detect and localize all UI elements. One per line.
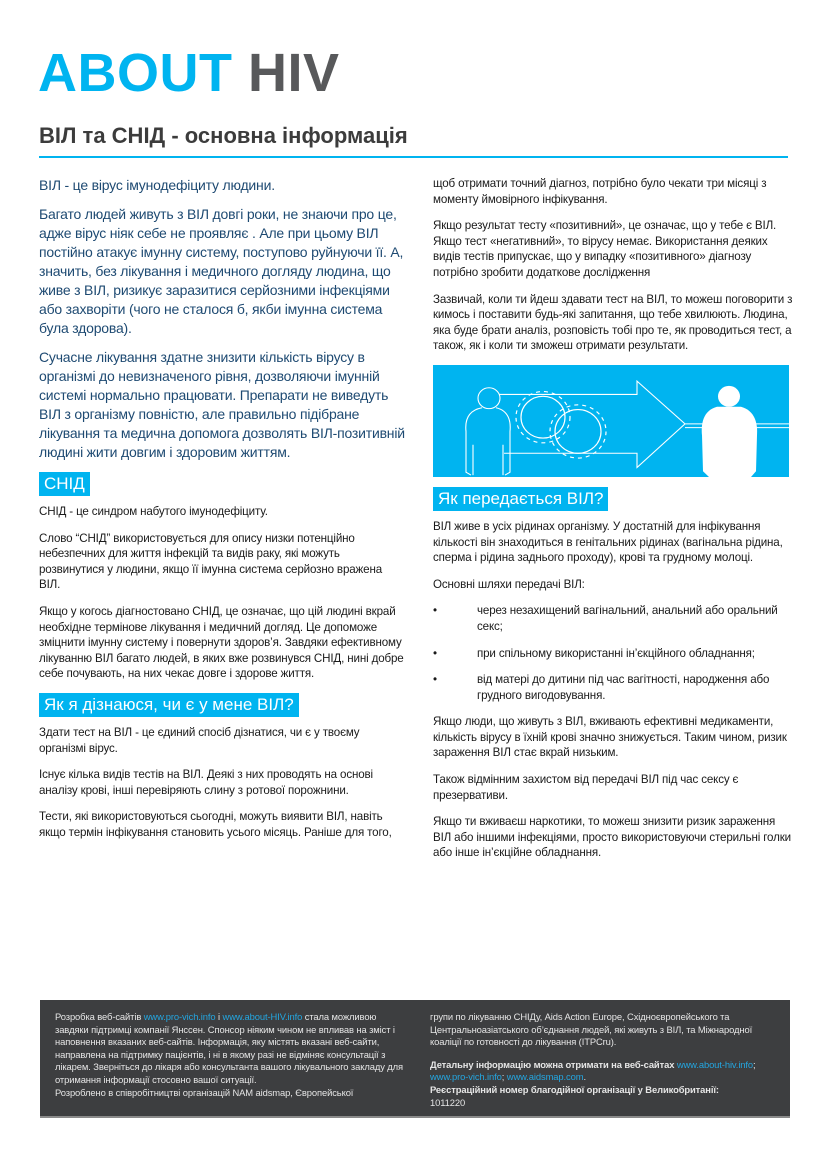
testing-paragraph: щоб отримати точний діагноз, потрібно було чекати три місяці з моменту ймовірного інфікування. [433,177,767,206]
transmission-paragraph: Якщо ти вживаєш наркотики, то можеш знизити ризик зараження ВІЛ або іншими інфекціями, просто використовуючи стерильні голки або інше ін’єкційне обладнання. [433,815,791,860]
aids-paragraph: СНІД - це синдром набутого імунодефіциту. [39,505,268,518]
section-title-transmission: Як передається ВІЛ? [433,487,608,511]
transmission-paragraph: Основні шляхи передачі ВІЛ: [433,577,585,591]
transmission-section [433,519,793,861]
testing-paragraph: Зазвичай, коли ти йдеш здавати тест на ВІЛ, то можеш поговорити з кимось і поставити будь-які запитання, що тебе хвилюють. Людина, яка буде брати аналіз, розповість тобі про те, як проводиться тест, а також, як і коли ти зможеш отримати результати. [433,292,793,353]
aids-section [39,504,405,682]
link-about-hiv[interactable]: www.about-HIV.info [222,1011,303,1022]
footer-text: Розробка веб-сайтів [55,1011,142,1022]
list-item [433,646,793,662]
link-pro-vich[interactable]: www.pro-vich.info [143,1011,216,1022]
transmission-routes-list [433,603,793,703]
link-aidsmap[interactable]: www.aidsmap.com [506,1071,584,1083]
footer-more-info [430,1059,782,1084]
transmission-paragraph: ВІЛ живе в усіх рідинах організму. У достатній для інфікування кількості він знаходиться в генітальних рідинах (вагінальна рідина, сперма і рідина заднього проходу), крові та грудному молоці. [433,519,783,565]
footer-partners: групи по лікуванню СНІДу, Aids Action Europe, Східноєвропейського та Центральноазіатського об’єднання людей, які живуть з ВІЛ, та Міжнародної коаліції по готовності до лікування (ITPCru). [430,1011,753,1048]
transmission-paragraph: Також відмінним захистом від передачі ВІЛ під час сексу є презервативи. [433,773,739,802]
aids-paragraph: Слово “СНІД” використовується для опису низки потенційно небезпечних для життя інфекцій та видів раку, які можуть розвинутися у людини, якщо її імунна система серйозно вражена ВІЛ. [39,531,382,592]
header-divider [39,156,788,158]
right-column [433,176,793,861]
bullet-icon: • [433,673,437,687]
list-item-text: через незахищений вагінальний, анальний або оральний секс; [477,604,778,633]
bullet-icon: • [433,646,437,660]
transmission-paragraph: Якщо люди, що живуть з ВІЛ, вживають ефективні медикаменти, кількість вірусу в їхній крові значно знижується. Таким чином, ризик зараження ВІЛ стає вкрай низьким. [433,715,787,760]
footer-text: і [218,1011,221,1022]
testing-paragraph: Якщо результат тесту «позитивний», це означає, що у тебе є ВІЛ. Якщо тест «негативний», то вірусу немає. Використання деяких видів тестів припускає, що у випадку «позитивного» діагнозу потрібно зробити додаткове дослідження [433,219,777,279]
list-item [433,672,793,703]
footer-separator: ; [753,1058,756,1070]
section-title-aids: СНІД [39,472,90,496]
section-title-testing: Як я дізнаюся, чи є у мене ВІЛ? [39,693,299,717]
list-item [433,603,793,634]
transmission-illustration [433,365,789,477]
more-info-label: Детальну інформацію можна отримати на веб-сайтах [430,1058,675,1070]
footer-developed: Розроблено в співробітництві організацій NAM aidsmap, Європейської [55,1086,354,1098]
page-subtitle: ВІЛ та СНІД - основна інформація [39,123,408,148]
testing-section-continued [433,176,793,354]
testing-paragraph: Здати тест на ВІЛ - це єдиний спосіб дізнатися, чи є у твоєму організмі вірус. [39,725,360,755]
footer-period: . [583,1071,586,1083]
charity-number: 1011220 [430,1096,466,1108]
footer-right [430,1011,782,1109]
intro-paragraph: ВІЛ - це вірус імунодефіциту людини. [39,177,275,193]
testing-paragraph: Існує кілька видів тестів на ВІЛ. Деякі з них проводять на основі аналізу крові, інші перевіряють слину з ротової порожнини. [39,768,373,797]
link-about-hiv-info[interactable]: www.about-hiv.info [676,1058,754,1070]
link-pro-vich-info[interactable]: www.pro-vich.info [430,1071,502,1083]
list-item-text: від матері до дитини під час вагітності, народження або грудного вигодовування. [477,673,770,702]
testing-section [39,725,405,841]
footer-panel [40,1000,790,1118]
left-column [39,176,405,841]
brand-about: ABOUT [38,43,233,103]
brand-hiv: HIV [248,43,340,103]
brand-title [38,43,340,103]
footer-separator: ; [501,1071,505,1083]
footer-left [55,1011,405,1099]
testing-paragraph: Тести, які використовуються сьогодні, можуть виявити ВІЛ, навіть якщо термін інфікування становить усього місяць. Раніше для того, [39,810,392,839]
aids-paragraph: Якщо у когось діагностовано СНІД, це означає, що цій людині вкрай необхідне термінове лікування і медичний догляд. Це допоможе зміцнити імунну систему і повернути здоров’я. Завдяки ефективному лікуванню ВІЛ багато людей, в яких вже розвинувся СНІД, нині добре себе почувають, на них чекає довге і здорове життя. [39,604,404,681]
bullet-icon: • [433,604,437,618]
intro-paragraph: Багато людей живуть з ВІЛ довгі роки, не знаючи про це, адже вірус ніяк себе не проявляє . Але при цьому ВІЛ постійно атакує імунну систему, поступово руйнуючи її. А, значить, без лікування і медичного догляду людина, що живе з ВІЛ, ризикує заразитися серйозними інфекціями або захворіти (чого не сталося б, якби імунна система була здорова). [39,206,404,336]
intro-paragraph: Сучасне лікування здатне знизити кількість вірусу в організмі до невизначеного рівня, дозволяючи імунній системі нормально працювати. Препарати не виведуть ВІЛ з організму повністю, але правильно підібране лікування та медична допомога дозволять ВІЛ-позитивній людині жити довгим і здоровим життям. [39,349,405,460]
footer-disclaimer [55,1011,405,1087]
charity-label: Реєстраційний номер благодійної організації у Великобританії: [430,1083,719,1095]
footer-text: стала можливою завдяки підтримці компанії Янссен. Спонсор ніяким чином не впливав на зміст і наповнення вказаних веб-сайтів. Інформація, яку містять вказані веб-сайти, направлена на підтримку пацієнтів, і ні в якому разі не відміняє консультації з лікарем. Зверніться до лікаря або консультанта вашого лікувального закладу для отримання інформації стосовно вашої ситуації. [55,1011,404,1085]
list-item-text: при спільному використанні ін’єкційного обладнання; [477,646,755,660]
intro-section [39,176,405,462]
